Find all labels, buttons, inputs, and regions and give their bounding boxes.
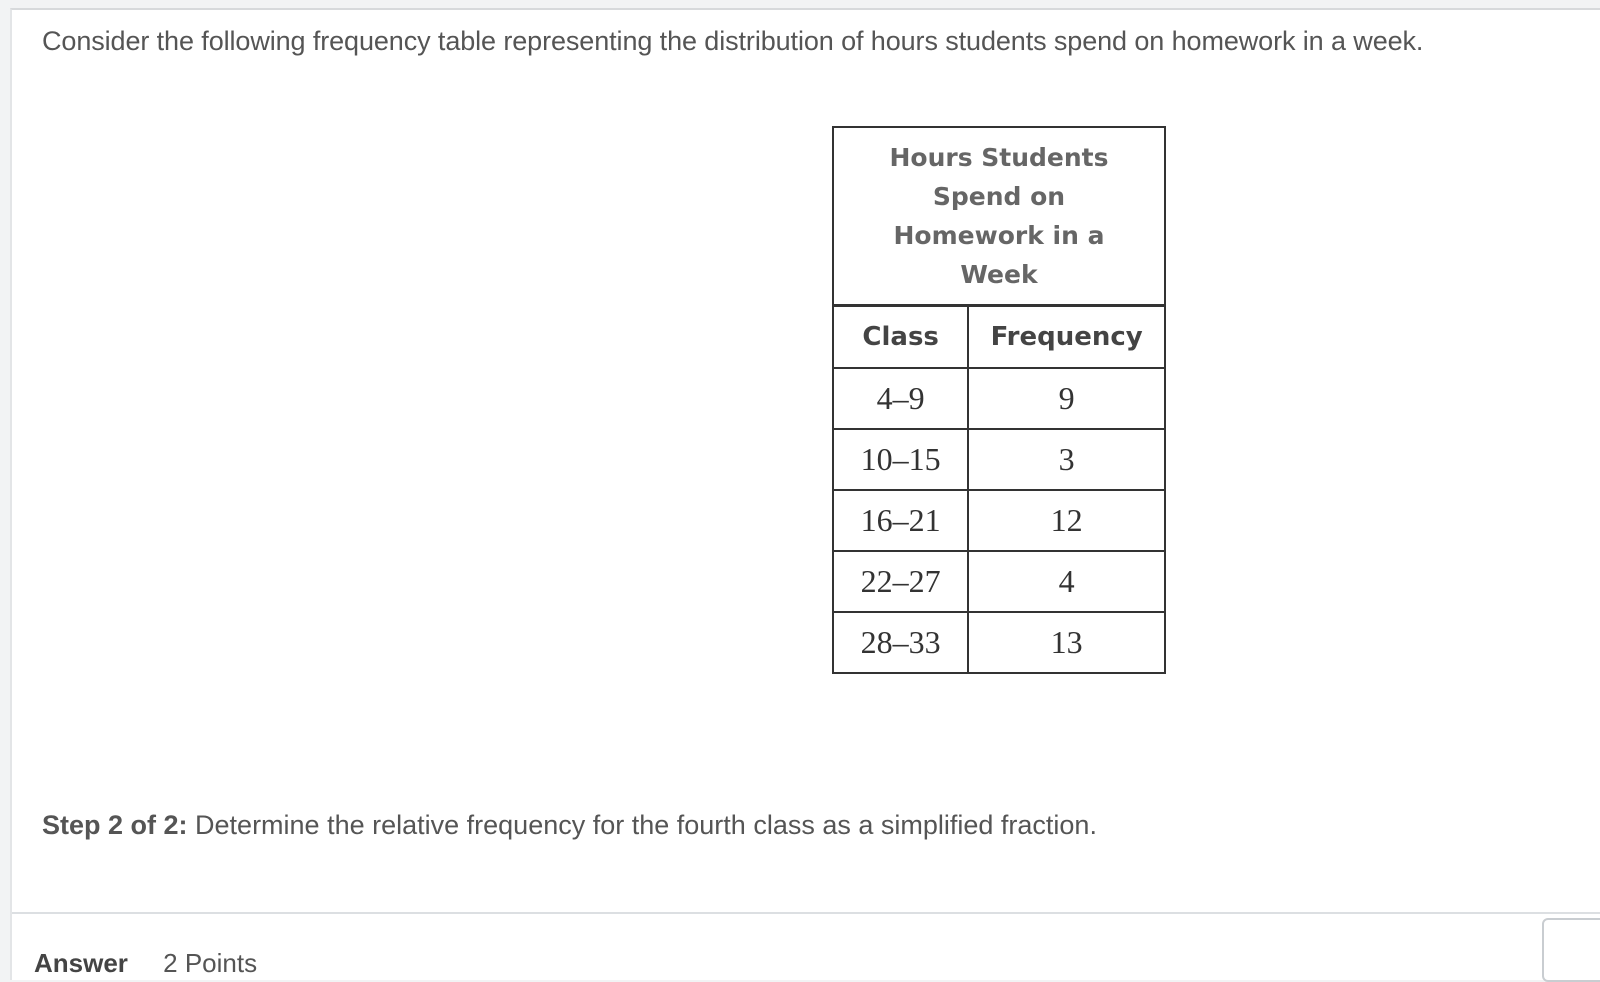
table-row	[833, 368, 1165, 429]
question-panel	[10, 8, 1600, 980]
class-cell: 4–9	[833, 368, 968, 429]
table-row	[833, 551, 1165, 612]
table-row	[833, 490, 1165, 551]
answer-label: Answer	[34, 948, 128, 978]
frequency-cell: 3	[968, 429, 1165, 490]
table-title-line: Homework in a	[893, 221, 1105, 250]
answer-points: 2 Points	[163, 948, 258, 978]
table-title	[833, 127, 1165, 306]
section-divider	[12, 912, 1600, 914]
frequency-cell: 4	[968, 551, 1165, 612]
frequency-cell: 9	[968, 368, 1165, 429]
step-label: Step 2 of 2:	[42, 810, 188, 840]
class-cell: 28–33	[833, 612, 968, 673]
table-title-line: Spend on	[932, 182, 1066, 211]
frequency-cell: 12	[968, 490, 1165, 551]
frequency-cell: 13	[968, 612, 1165, 673]
table-row	[833, 429, 1165, 490]
question-intro: Consider the following frequency table representing the distribution of hours students spend on homework in a week.	[42, 26, 1424, 56]
class-cell: 22–27	[833, 551, 968, 612]
class-cell: 16–21	[833, 490, 968, 551]
column-header-frequency: Frequency	[968, 306, 1165, 369]
answer-header	[34, 948, 257, 979]
column-header-class: Class	[833, 306, 968, 369]
answer-tool-button[interactable]	[1542, 918, 1600, 982]
step-text: Determine the relative frequency for the fourth class as a simplified fraction.	[187, 810, 1097, 840]
table-title-line: Hours Students	[889, 143, 1109, 172]
table-title-line: Week	[960, 260, 1038, 289]
frequency-table	[832, 126, 1166, 674]
step-instruction	[42, 810, 1097, 841]
table-row	[833, 612, 1165, 673]
class-cell: 10–15	[833, 429, 968, 490]
